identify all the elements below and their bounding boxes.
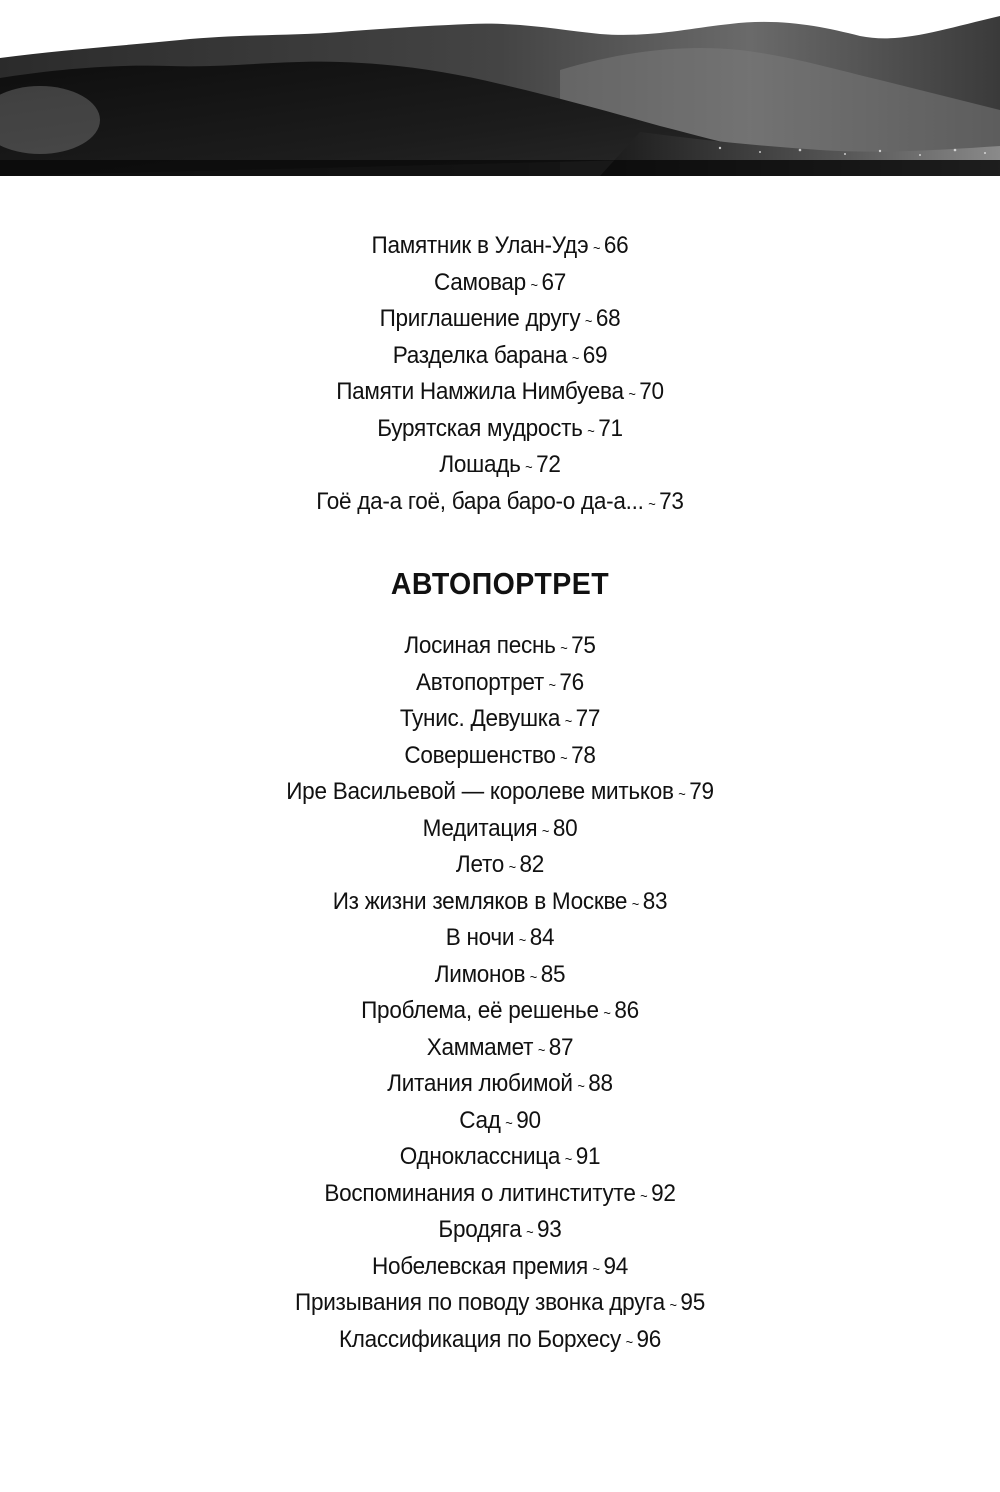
toc-entry[interactable] [40,1103,960,1140]
toc-entry-page: 80 [552,814,578,842]
toc-entry-page: 83 [642,887,668,915]
toc-entry[interactable] [40,447,960,484]
toc-entry-title: Приглашение другу [379,305,581,332]
toc-entry-title: Совершенство [404,741,556,769]
toc-entry-separator: ~ [584,313,593,330]
toc-entry-page: 72 [536,451,561,478]
toc-entry-separator: ~ [508,859,516,876]
toc-entry-title: Бурятская мудрость [377,414,583,442]
toc-entry-page: 66 [603,232,629,259]
toc-entry-separator: ~ [530,276,538,293]
toc-entry-separator: ~ [577,1078,585,1095]
toc-entry-title: Одноклассница [399,1143,561,1170]
section-heading: АВТОПОРТРЕТ [390,566,610,601]
toc-entry-page: 75 [571,632,596,659]
toc-entry-page: 73 [659,487,684,515]
toc-entry-page: 85 [540,960,566,988]
toc-entry-separator: ~ [526,1224,534,1241]
toc-entry[interactable] [40,628,960,665]
toc-entry-separator: ~ [592,1260,600,1277]
toc-entry-title: Воспоминания о литинституте [324,1179,636,1207]
toc-entry-separator: ~ [640,1187,648,1204]
toc-entry-title: Призывания по поводу звонка друга [295,1289,665,1316]
toc-entry-separator: ~ [564,1151,573,1168]
toc-entry-page: 82 [519,851,545,878]
toc-entry-title: Лосиная песнь [404,632,556,659]
toc-entry-title: Медитация [422,814,538,842]
toc-entry-separator: ~ [587,422,595,439]
toc-list-top [0,228,1000,520]
toc-entry-page: 79 [689,778,714,805]
toc-entry-separator: ~ [603,1005,611,1022]
toc-entry[interactable] [40,338,960,375]
toc-entry-separator: ~ [537,1041,546,1058]
toc-entry-separator: ~ [592,240,601,257]
toc-entry-title: Бродяга [438,1216,522,1243]
toc-entry-page: 87 [548,1033,574,1061]
toc-entry-separator: ~ [669,1297,677,1314]
toc-entry[interactable] [40,228,960,265]
toc-entry-separator: ~ [678,786,686,803]
toc-entry-page: 76 [559,668,584,696]
toc-entry-title: Гоё да-а гоё, бара баро-о да-а... [316,487,644,515]
toc-entry[interactable] [40,374,960,411]
toc-entry-separator: ~ [625,1333,633,1350]
toc-entry-separator: ~ [529,968,538,985]
toc-entry-separator: ~ [505,1114,513,1131]
toc-entry[interactable] [40,1322,960,1359]
toc-entry[interactable] [40,484,960,521]
toc-entry-title: Ире Васильевой — королеве митьков [286,778,674,805]
toc-entry-separator: ~ [571,349,580,366]
mountain-landscape-banner [0,0,1000,176]
toc-entry[interactable] [40,265,960,302]
toc-entry-title: Автопортрет [416,668,544,696]
toc-entry[interactable] [40,665,960,702]
toc-entry[interactable] [40,301,960,338]
toc-entry[interactable] [40,1030,960,1067]
toc-entry-title: Разделка барана [392,341,568,369]
toc-entry-title: Из жизни земляков в Москве [332,887,628,915]
toc-entry-separator: ~ [525,459,533,476]
toc-entry-page: 69 [582,341,608,369]
toc-entry[interactable] [40,774,960,811]
toc-entry-page: 96 [636,1325,662,1353]
toc-entry-separator: ~ [548,676,556,693]
toc-entry-page: 90 [516,1106,541,1134]
toc-entry[interactable] [40,1139,960,1176]
toc-list-bottom [0,628,1000,1358]
toc-entry-page: 93 [537,1216,562,1243]
toc-entry-page: 92 [651,1179,676,1207]
toc-entry[interactable] [40,1285,960,1322]
toc-entry-title: Сад [459,1106,501,1134]
toc-entry[interactable] [40,1176,960,1213]
toc-entry[interactable] [40,884,960,921]
toc-entry[interactable] [40,738,960,775]
toc-entry[interactable] [40,411,960,448]
toc-entry-title: Литания любимой [387,1070,573,1097]
toc-entry-page: 94 [603,1252,628,1280]
toc-entry-title: Тунис. Девушка [399,705,561,732]
toc-entry-separator: ~ [628,386,636,403]
toc-entry[interactable] [40,957,960,994]
toc-entry-separator: ~ [541,822,550,839]
toc-entry-title: Лимонов [434,960,526,988]
toc-entry-separator: ~ [560,749,568,766]
toc-entry[interactable] [40,1249,960,1286]
toc-entry-page: 70 [639,378,664,405]
toc-entry-title: Проблема, её решенье [361,997,599,1024]
toc-entry-title: В ночи [445,924,515,951]
toc-entry-title: Классификация по Борхесу [338,1325,621,1353]
toc-entry-separator: ~ [518,932,527,949]
toc-entry-separator: ~ [631,895,640,912]
toc-entry-title: Самовар [433,268,526,296]
mountain-landscape-icon [0,0,1000,176]
toc-entry-page: 95 [680,1289,705,1316]
toc-entry-title: Лошадь [439,451,521,478]
toc-entry[interactable] [40,811,960,848]
toc-entry-page: 86 [614,997,639,1024]
toc-entry-page: 68 [595,305,621,332]
toc-entry[interactable] [40,920,960,957]
toc-entry-page: 84 [529,924,555,951]
toc-entry[interactable] [40,1066,960,1103]
toc-entry-title: Памяти Намжила Нимбуева [336,378,624,405]
toc-entry-page: 88 [588,1070,613,1097]
toc-entry-page: 91 [575,1143,601,1170]
toc-entry-title: Нобелевская премия [372,1252,588,1280]
toc-entry-title: Хаммамет [426,1033,534,1061]
toc-entry-title: Памятник в Улан-Удэ [371,232,589,259]
toc-entry-separator: ~ [564,713,572,730]
toc-entry-separator: ~ [648,495,656,512]
toc-entry[interactable] [40,847,960,884]
toc-entry[interactable] [40,1212,960,1249]
toc-entry[interactable] [40,993,960,1030]
toc-entry-page: 71 [598,414,623,442]
toc-entry-separator: ~ [560,640,568,657]
toc-entry-page: 77 [575,705,601,732]
toc-entry-title: Лето [455,851,505,878]
toc-entry-page: 67 [541,268,567,296]
toc-entry-page: 78 [571,741,596,769]
toc-entry[interactable] [40,701,960,738]
